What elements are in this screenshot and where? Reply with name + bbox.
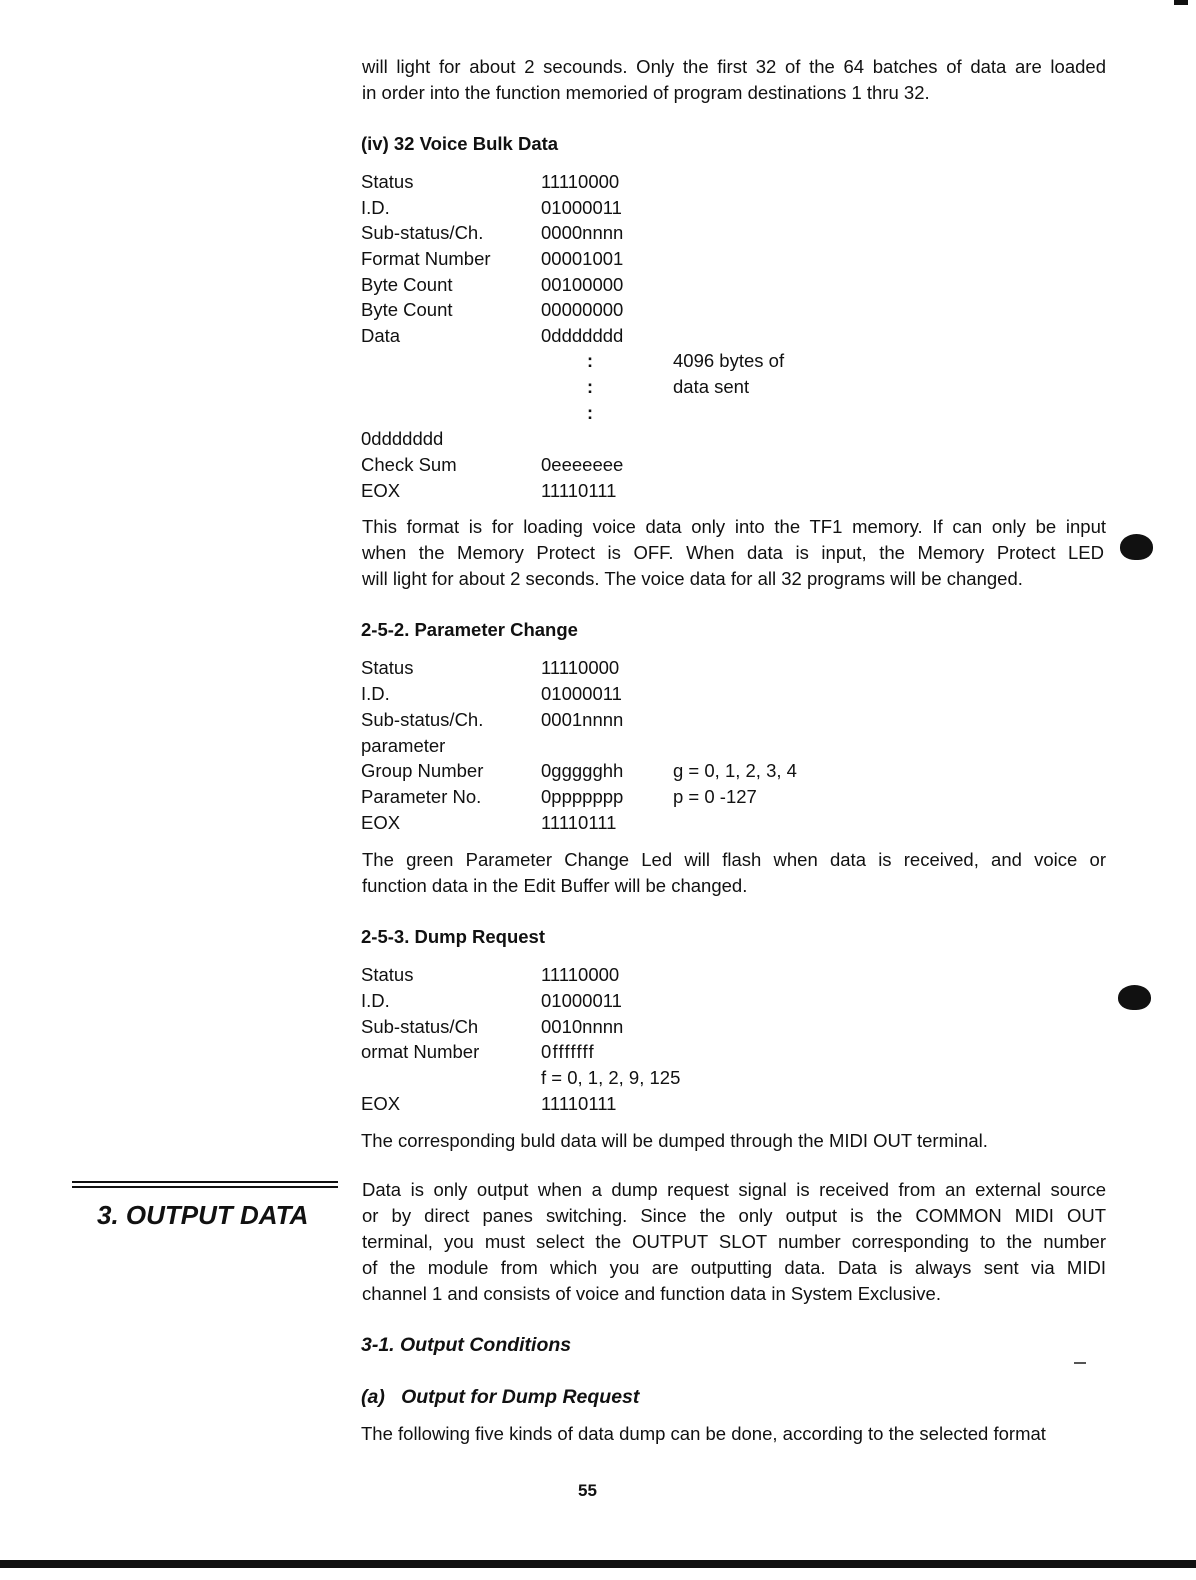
row-value: f = 0, 1, 2, 9, 125 <box>541 1067 681 1088</box>
text-line: when the Memory Protect is OFF. When data is input, the Memory Protect LED <box>362 542 1104 563</box>
text-line: will light for about 2 secounds. Only the first 32 of the 64 batches of data are loaded <box>362 56 1106 77</box>
row-label: EOX <box>361 1093 401 1114</box>
page-number: 55 <box>578 1481 597 1500</box>
binder-hole-mark <box>1120 534 1153 560</box>
final-line: The following five kinds of data dump can be done, according to the selected format <box>361 1423 1046 1444</box>
row-label: Byte Count <box>361 299 453 320</box>
text-line: The green Parameter Change Led will flash when data is received, and voice or <box>362 849 1106 870</box>
row-value: 0000nnnn <box>541 222 624 243</box>
ellipsis-dot: : <box>587 403 593 423</box>
row-label: Sub-status/Ch. <box>361 222 484 243</box>
output-conditions-heading: 3-1. Output Conditions <box>361 1334 572 1356</box>
binder-hole-mark <box>1118 985 1151 1010</box>
row-label: Sub-status/Ch <box>361 1016 479 1037</box>
row-label: Group Number <box>361 760 484 781</box>
dump-request-description: The corresponding buld data will be dumped through the MIDI OUT terminal. <box>361 1130 988 1151</box>
dump-request-heading: 2-5-3. Dump Request <box>361 926 546 947</box>
ellipsis-dot: : <box>587 377 593 397</box>
row-value: 00000000 <box>541 299 624 320</box>
row-value: 0ggggghh <box>541 760 624 781</box>
scan-speck <box>1074 1362 1086 1364</box>
row-value: 01000011 <box>541 197 622 218</box>
section-rule <box>72 1181 338 1183</box>
text-line: in order into the function memoried of program destinations 1 thru 32. <box>362 82 930 103</box>
bytes-note: 4096 bytes of <box>673 350 785 371</box>
row-value: 0eeeeeee <box>541 454 624 475</box>
row-label: EOX <box>361 480 401 501</box>
row-value: 0fffffff <box>541 1041 595 1062</box>
row-value: 11110000 <box>541 171 620 192</box>
row-label: Status <box>361 657 414 678</box>
tail-data: 0ddddddd <box>361 428 444 449</box>
intro-paragraph <box>362 54 1106 106</box>
row-label: Check Sum <box>361 454 457 475</box>
bytes-note: data sent <box>673 376 750 397</box>
row-label: Sub-status/Ch. <box>361 709 484 730</box>
parameter-change-description <box>362 847 1106 899</box>
section-title: 3. OUTPUT DATA <box>97 1200 309 1230</box>
voice-bulk-heading: (iv) 32 Voice Bulk Data <box>361 133 559 154</box>
row-value: 0001nnnn <box>541 709 624 730</box>
row-label: I.D. <box>361 990 390 1011</box>
row-label: Byte Count <box>361 274 453 295</box>
row-label: parameter <box>361 735 446 756</box>
bottom-border <box>0 1560 1196 1568</box>
row-label: Status <box>361 171 414 192</box>
section-rule <box>72 1186 338 1188</box>
row-label: ormat Number <box>361 1041 480 1062</box>
row-note: g = 0, 1, 2, 3, 4 <box>673 760 797 781</box>
text-line: of the module from which you are outputting data. Data is always sent via MIDI <box>362 1257 1106 1278</box>
output-paragraph <box>362 1177 1106 1307</box>
row-value: 11110000 <box>541 964 620 985</box>
text-line: or by direct panes switching. Since the only output is the COMMON MIDI OUT <box>362 1205 1106 1226</box>
parameter-change-heading: 2-5-2. Parameter Change <box>361 619 578 640</box>
text-line: function data in the Edit Buffer will be changed. <box>362 875 748 896</box>
text-line: This format is for loading voice data only into the TF1 memory. If can only be input <box>362 516 1106 537</box>
row-label: Parameter No. <box>361 786 482 807</box>
ellipsis-dot: : <box>587 351 593 371</box>
row-value: 0ddddddd <box>541 325 624 346</box>
text-line: channel 1 and consists of voice and function data in System Exclusive. <box>362 1283 941 1304</box>
row-value: 00001001 <box>541 248 624 269</box>
row-note: p = 0 -127 <box>673 786 757 807</box>
voice-bulk-description <box>362 514 1106 592</box>
corner-mark <box>1174 0 1188 5</box>
row-value: 11110111 <box>541 812 617 833</box>
row-value: 11110111 <box>541 480 617 501</box>
row-value: 0010nnnn <box>541 1016 624 1037</box>
row-label: Data <box>361 325 401 346</box>
row-label: I.D. <box>361 197 390 218</box>
row-label: EOX <box>361 812 401 833</box>
row-value: 01000011 <box>541 990 622 1011</box>
text-line: terminal, you must select the OUTPUT SLOT number corresponding to the number <box>362 1231 1106 1252</box>
row-value: 01000011 <box>541 683 622 704</box>
row-label: I.D. <box>361 683 390 704</box>
text-line: will light for about 2 seconds. The voice data for all 32 programs will be changed. <box>362 568 1023 589</box>
row-label: Format Number <box>361 248 491 269</box>
dump-request-output-heading: (a) Output for Dump Request <box>361 1386 640 1408</box>
text-line: Data is only output when a dump request signal is received from an external source <box>362 1179 1106 1200</box>
row-value: 0ppppppp <box>541 786 624 807</box>
row-label: Status <box>361 964 414 985</box>
row-value: 11110111 <box>541 1093 617 1114</box>
row-value: 00100000 <box>541 274 624 295</box>
row-value: 11110000 <box>541 657 620 678</box>
